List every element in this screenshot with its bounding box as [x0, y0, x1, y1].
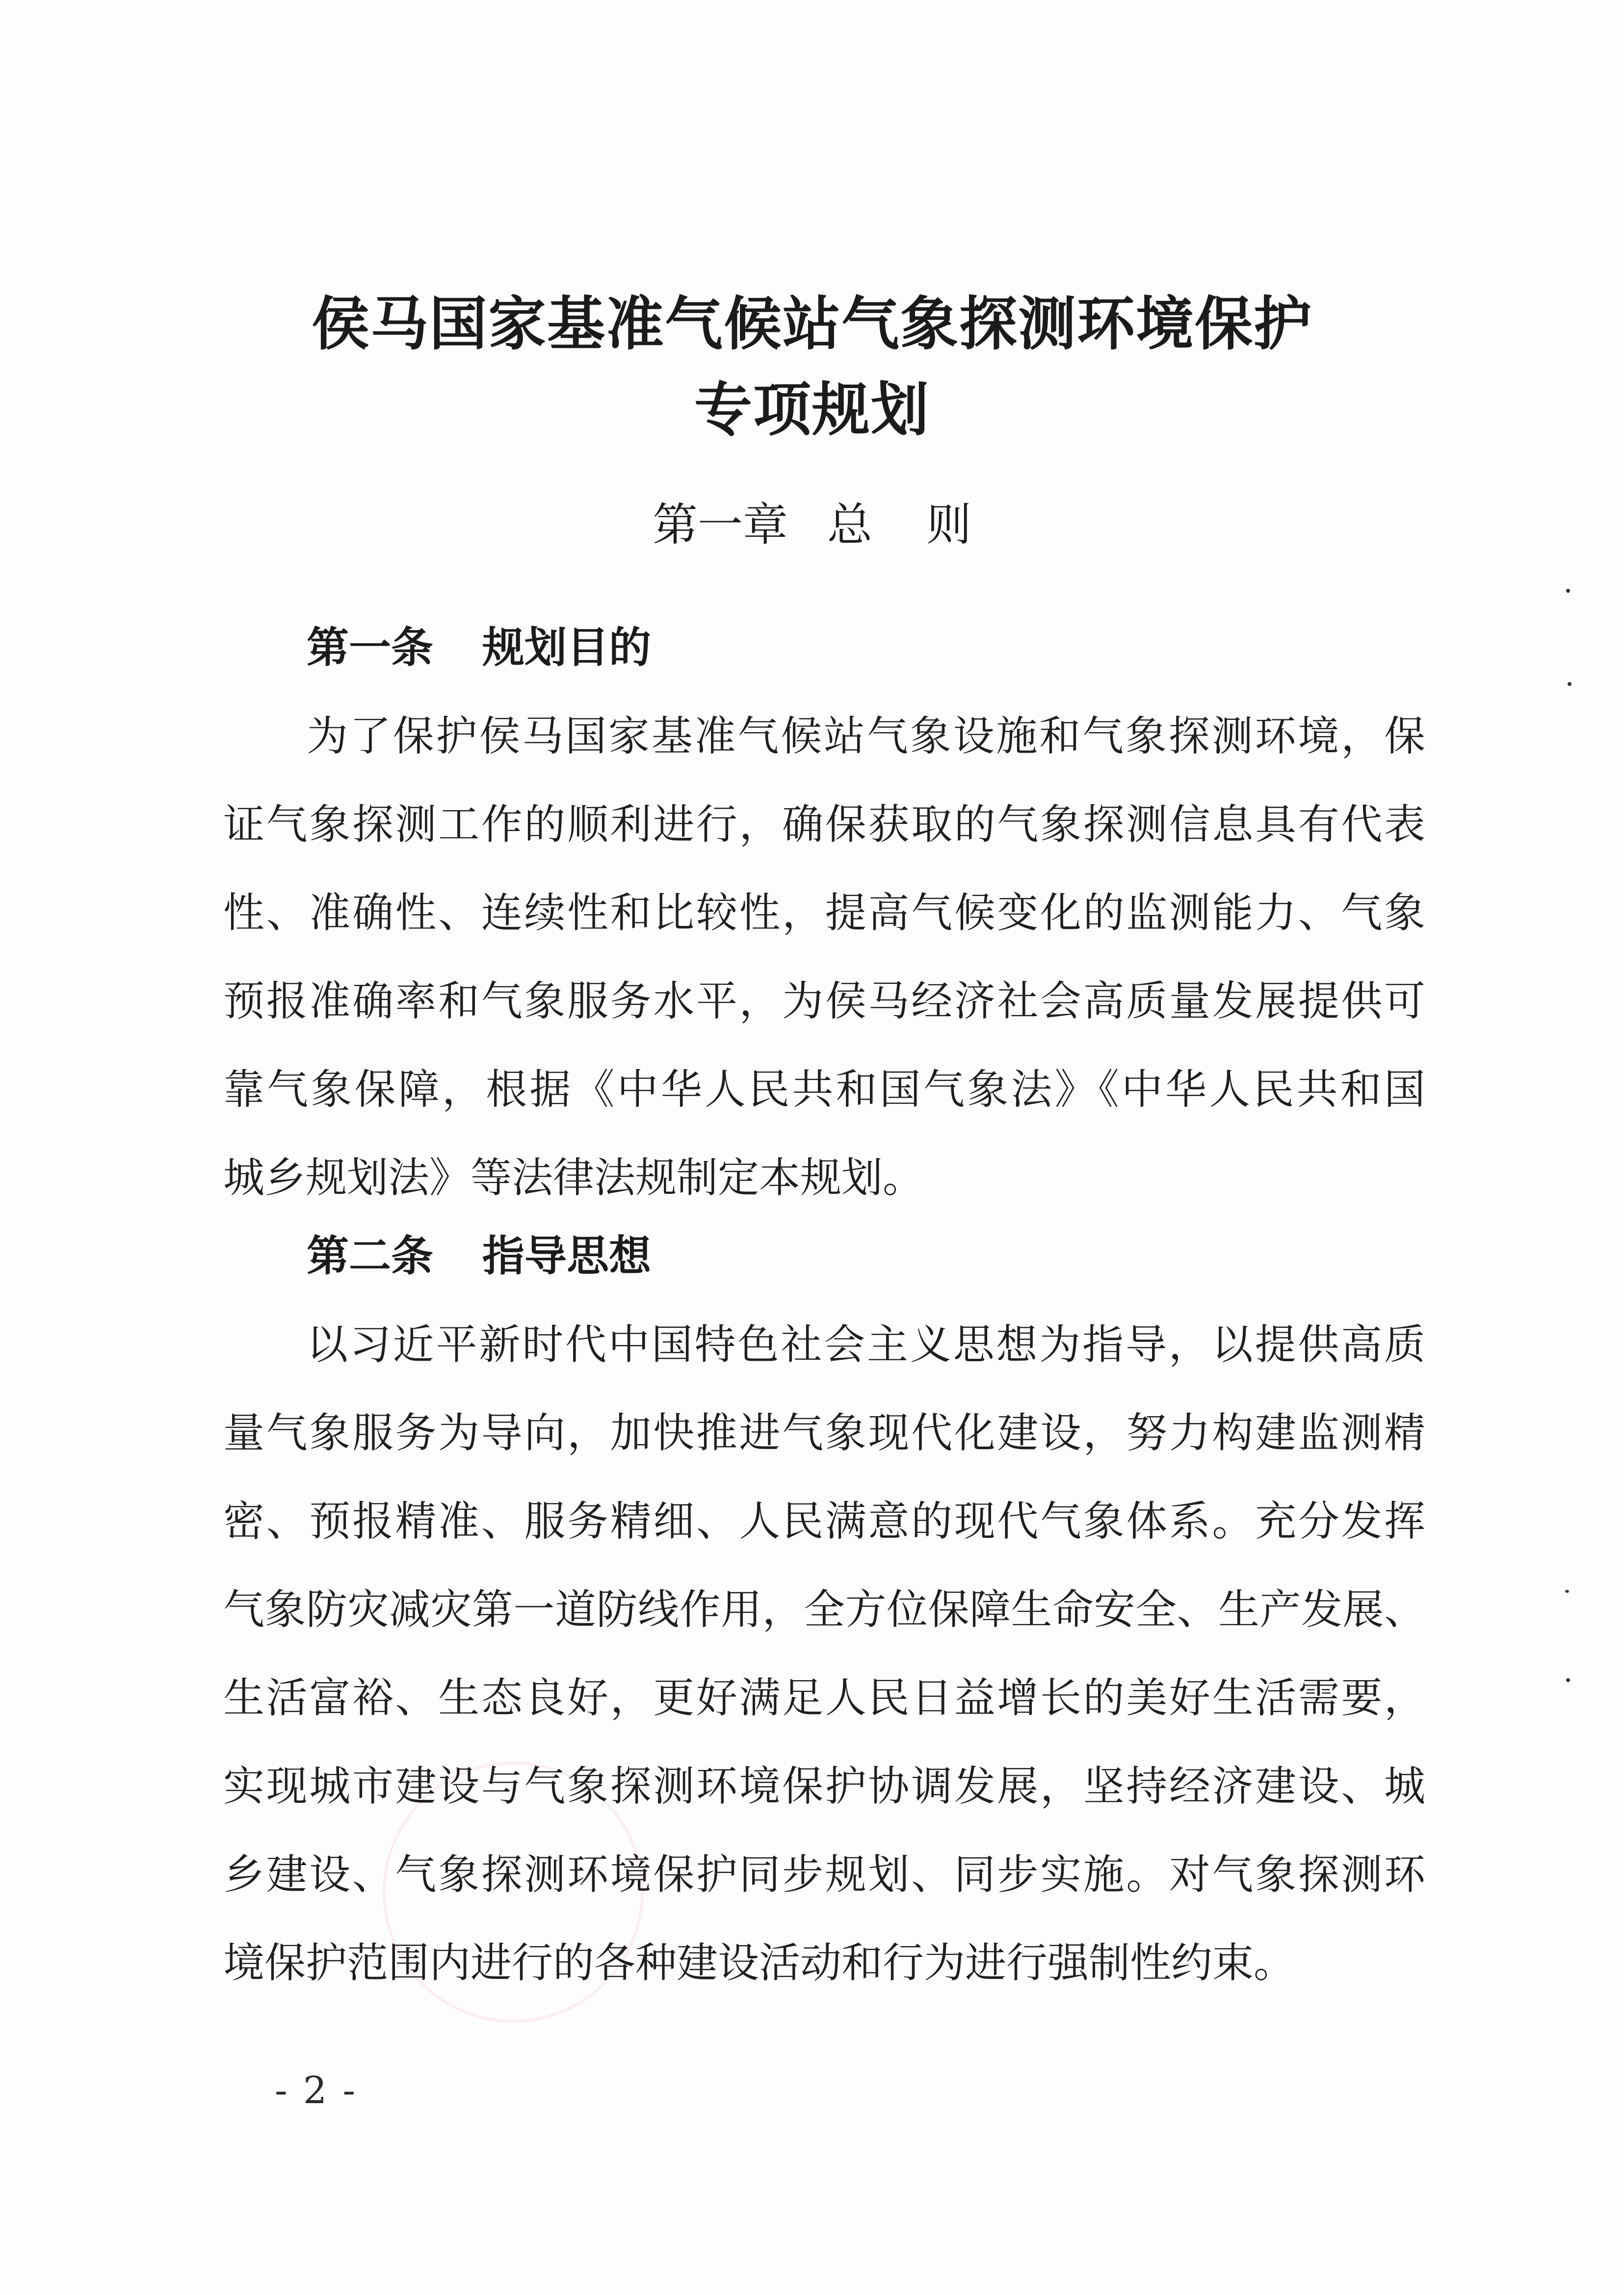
article-1-heading: [307, 618, 651, 677]
article-2-line-6: 实现城市建设与气象探测环境保护协调发展，坚持经济建设、城: [223, 1762, 1425, 1810]
chapter-heading: [0, 496, 1624, 554]
page-number: - 2 -: [275, 2068, 358, 2112]
document-title-line-1: 侯马国家基准气候站气象探测环境保护: [311, 290, 1312, 358]
chapter-title-char-1: 总: [827, 499, 872, 551]
article-1-line-5: 靠气象保障，根据《中华人民共和国气象法》《中华人民共和国: [223, 1065, 1425, 1113]
scan-speck: [1568, 682, 1572, 686]
scan-speck: [1566, 1678, 1570, 1682]
article-2-line-2: 量气象服务为导向，加快推进气象现代化建设，努力构建监测精: [223, 1409, 1425, 1457]
chapter-number: 第一章: [652, 499, 788, 551]
article-2-line-5: 生活富裕、生态良好，更好满足人民日益增长的美好生活需要，: [223, 1674, 1425, 1722]
article-1-line-3: 性、准确性、连续性和比较性，提高气候变化的监测能力、气象: [223, 889, 1425, 937]
article-2-line-4: 气象防灾减灾第一道防线作用，全方位保障生命安全、生产发展、: [223, 1585, 1425, 1634]
article-2-title: 指导思想: [482, 1232, 651, 1281]
article-2-line-3: 密、预报精准、服务精细、人民满意的现代气象体系。充分发挥: [223, 1497, 1425, 1545]
article-2-line-7: 乡建设、气象探测环境保护同步规划、同步实施。对气象探测环: [223, 1850, 1425, 1899]
article-1-line-4: 预报准确率和气象服务水平，为侯马经济社会高质量发展提供可: [223, 977, 1425, 1025]
scan-speck: [1565, 1590, 1569, 1593]
chapter-title-char-2: 则: [926, 499, 972, 551]
document-title-line-2: 专项规划: [694, 376, 930, 444]
scan-speck: [1566, 589, 1570, 593]
article-1-line-2: 证气象探测工作的顺利进行，确保获取的气象探测信息具有代表: [223, 800, 1425, 848]
article-1-line-6: 城乡规划法》等法律法规制定本规划。: [223, 1154, 924, 1202]
article-1-line-1: 为了保护侯马国家基准气候站气象设施和气象探测环境，保: [307, 712, 1425, 760]
article-2-heading: [307, 1227, 651, 1286]
article-2-line-8: 境保护范围内进行的各种建设活动和行为进行强制性约束。: [223, 1939, 1295, 1987]
article-1-title: 规划目的: [482, 623, 651, 672]
article-2-line-1: 以习近平新时代中国特色社会主义思想为指导，以提供高质: [307, 1320, 1425, 1369]
article-1-number: 第一条: [307, 623, 433, 672]
article-2-number: 第二条: [307, 1232, 433, 1281]
